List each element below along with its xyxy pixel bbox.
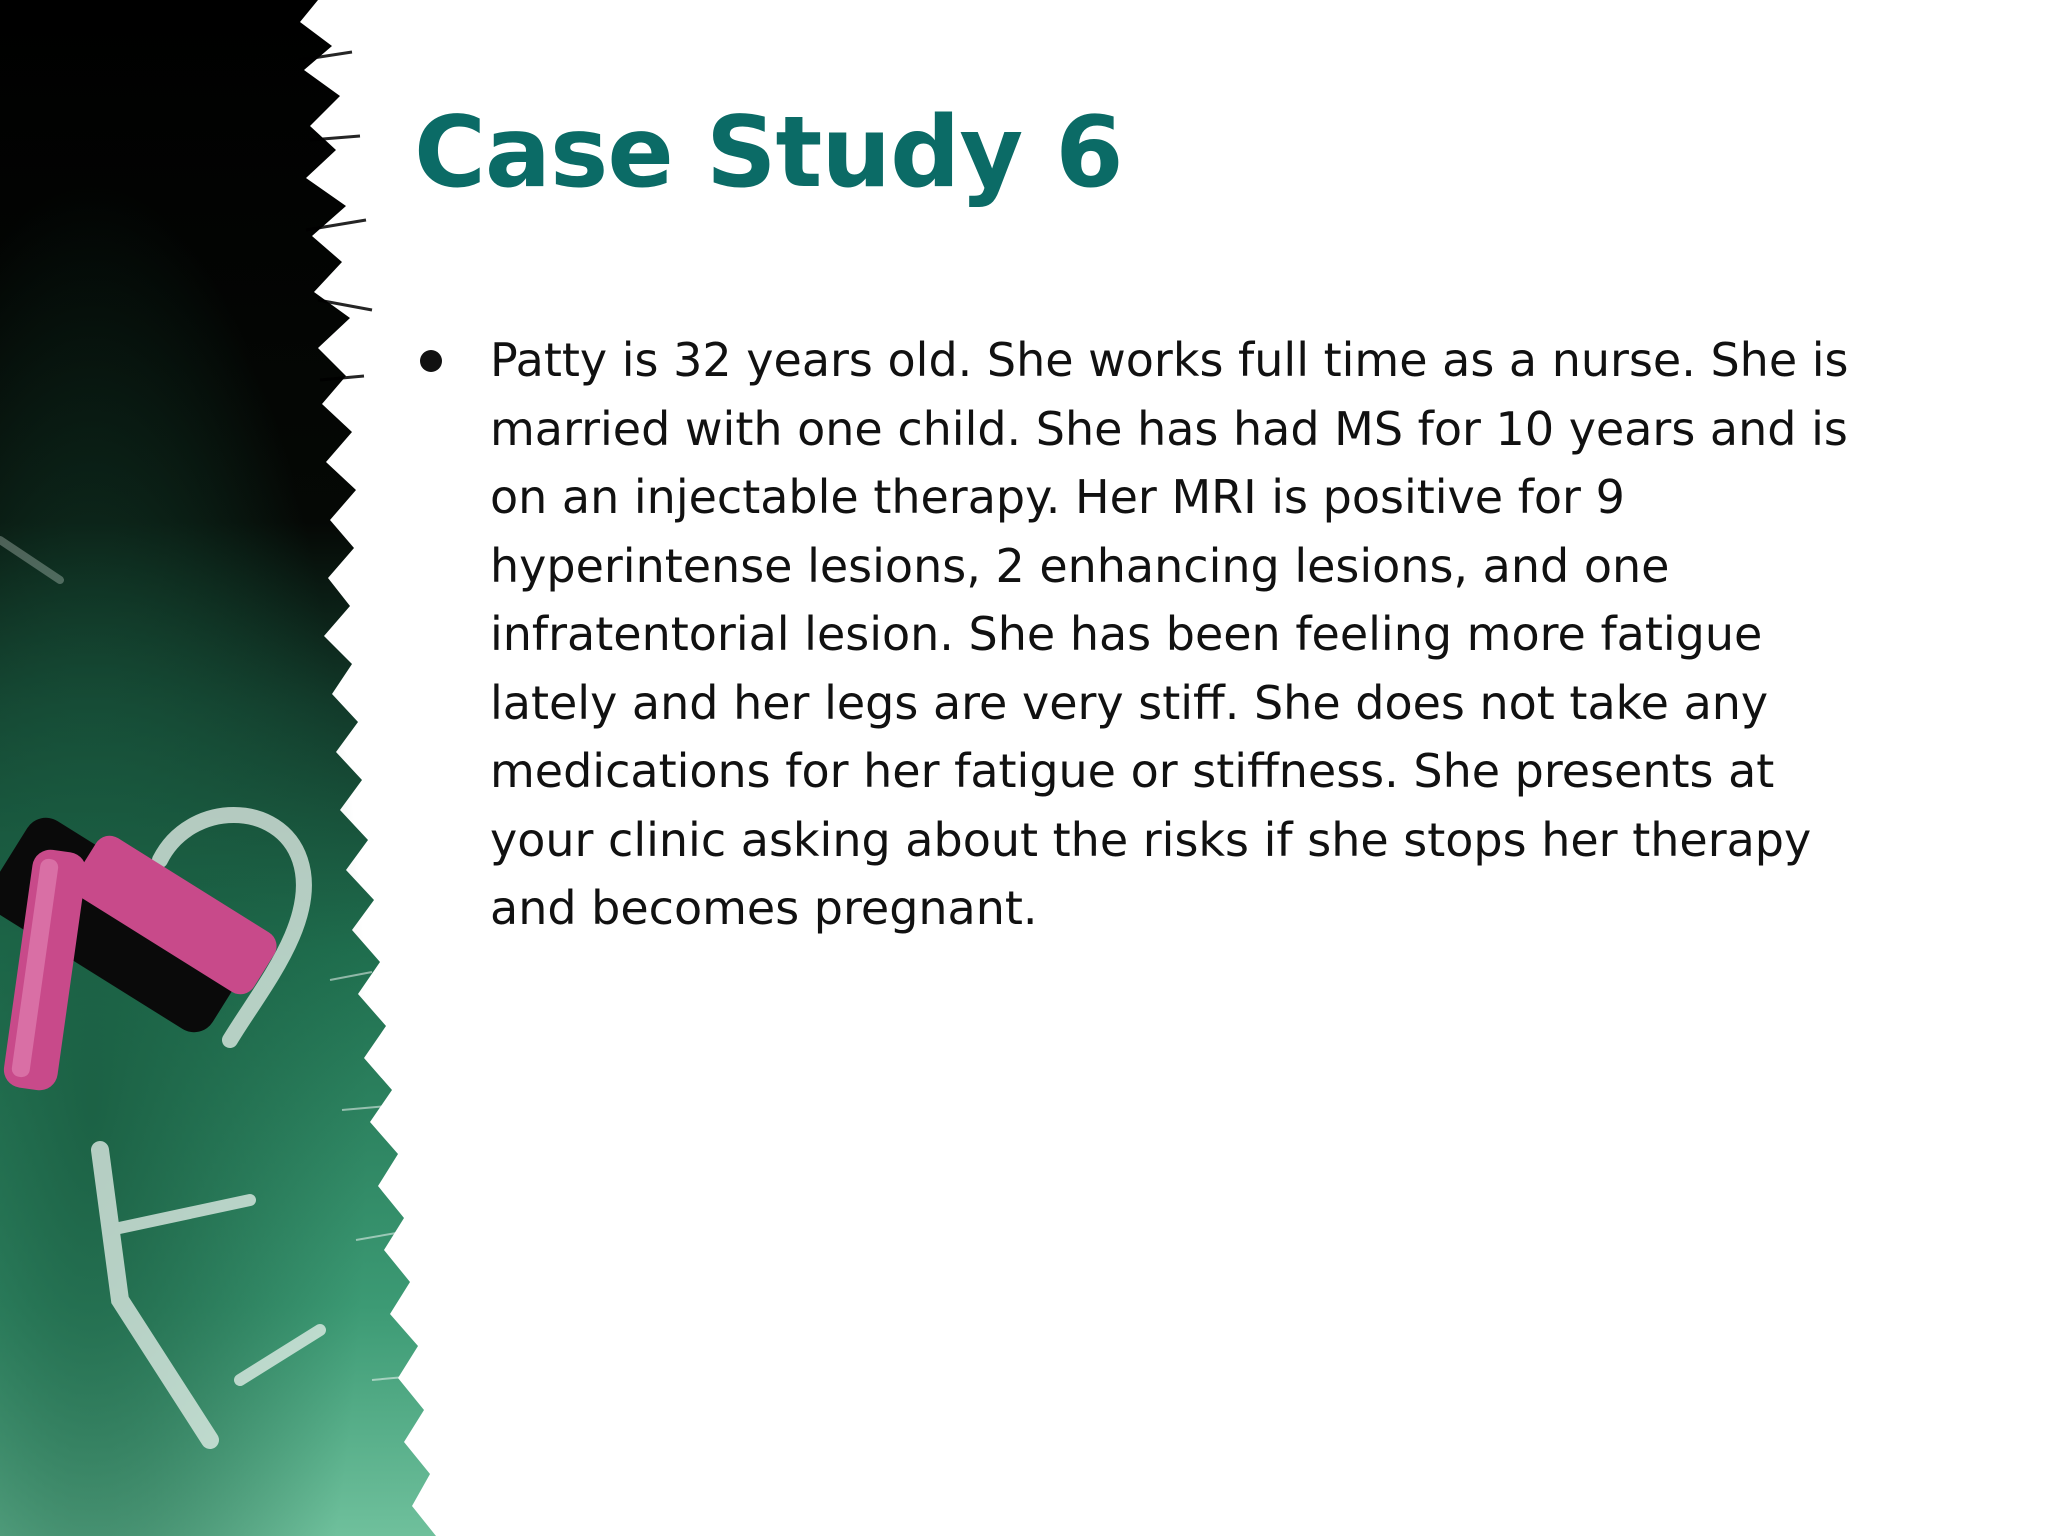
case-description: Patty is 32 years old. She works full time as a nurse. She is married with one child. She has had MS for 10 years and is on an injectable therapy. Her MRI is positive for 9 hyperintense lesions, 2 enhancing lesions, and one infratentorial lesion. She has been feeling more fatigue lately and her legs are very stiff. She does not take any medications for her fatigue or stiffness. She presents at your clinic asking about the risks if she stops her therapy and becomes pregnant.	[490, 333, 1849, 935]
bullet-list	[414, 326, 1974, 943]
bullet-icon	[420, 350, 442, 372]
chalkboard-decoration	[0, 0, 460, 1536]
list-item	[414, 326, 1974, 943]
slide-title: Case Study 6	[414, 96, 1123, 210]
